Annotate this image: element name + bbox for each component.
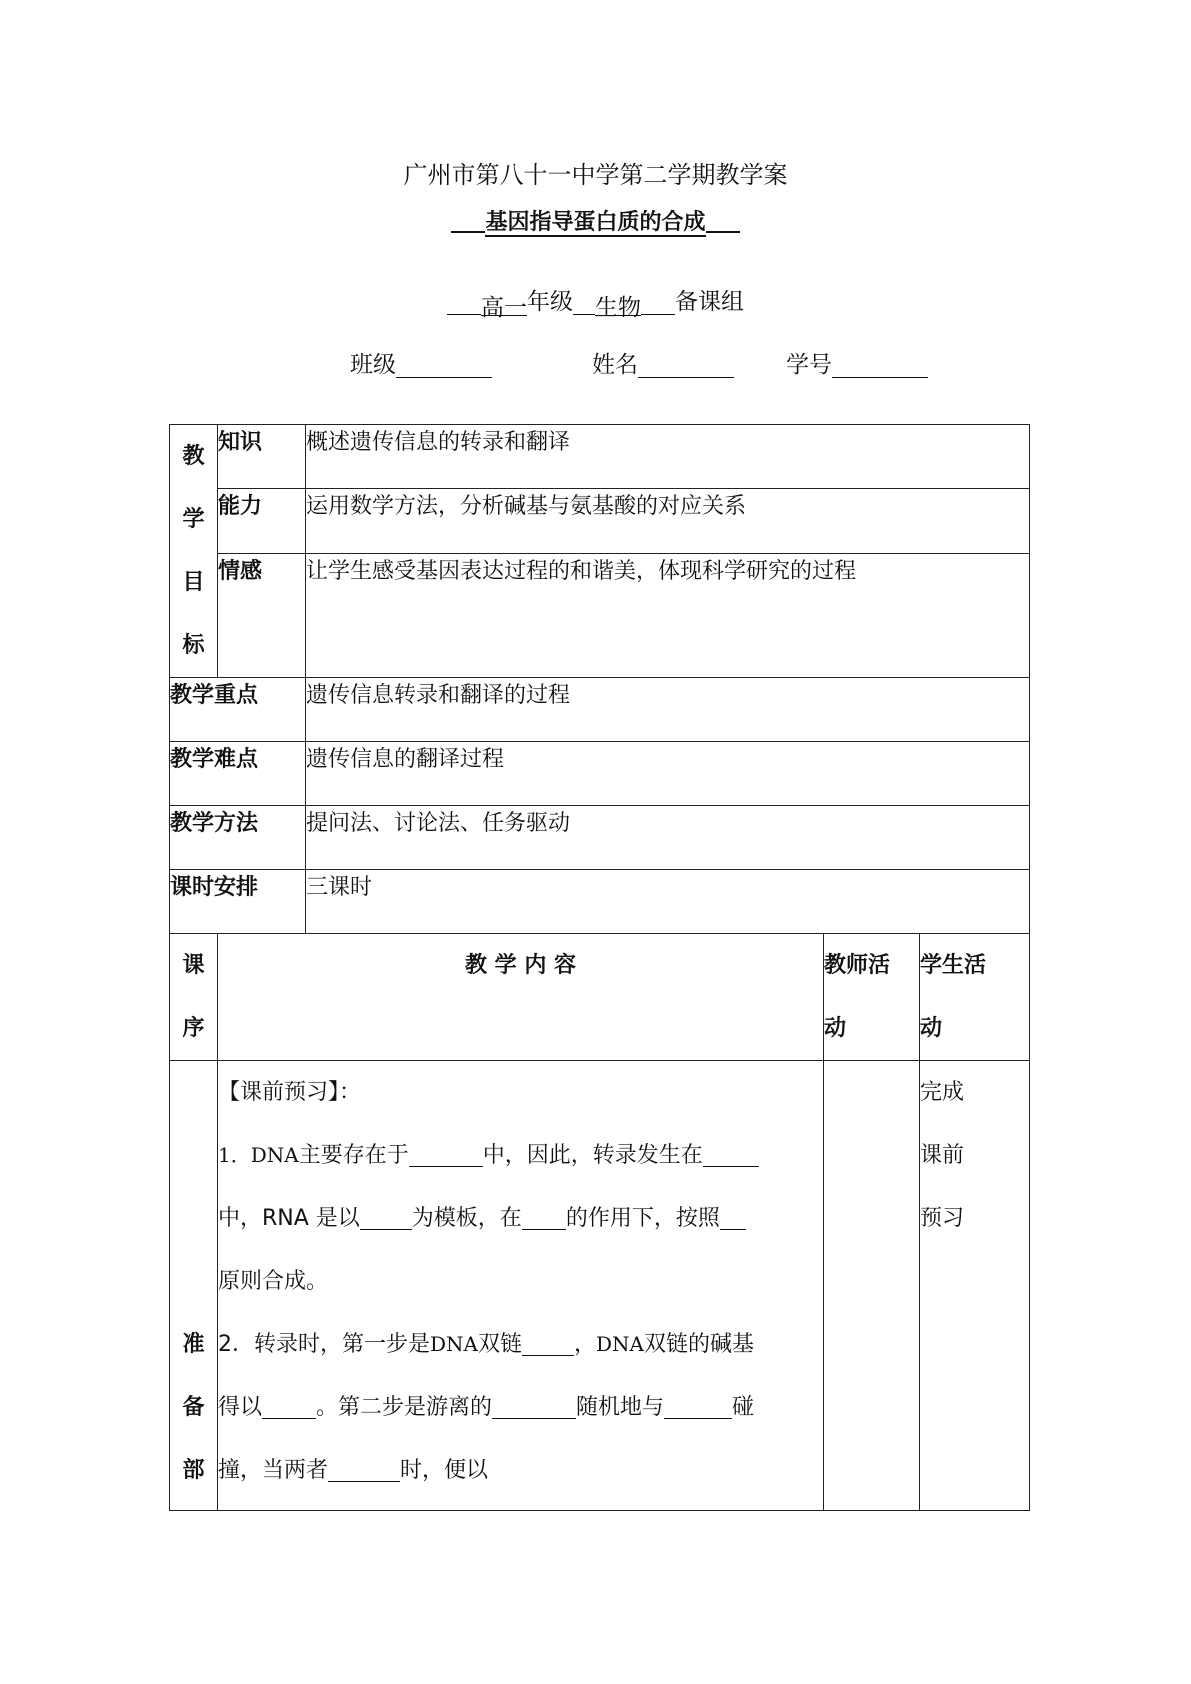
- info-label: 教学方法: [170, 806, 306, 870]
- objective-label: 情感: [218, 553, 306, 678]
- prep-q1-line2: [218, 1187, 823, 1250]
- lesson-plan-table: [169, 424, 1030, 1511]
- id-label: 学号: [786, 352, 832, 378]
- q1-text: 的作用下，按照: [565, 1206, 720, 1231]
- blank[interactable]: [522, 1205, 566, 1230]
- q2-dna: DNA: [430, 1332, 478, 1356]
- student-activity-cell: [920, 1061, 1030, 1511]
- objective-row-ability: [170, 489, 1030, 553]
- q1-text: 中，因此，转录发生在: [482, 1143, 703, 1168]
- grade-blank-left: [447, 288, 481, 315]
- school-title: 广州市第八十一中学第二学期教学案: [403, 161, 788, 189]
- teacher-header-line: 动: [824, 1016, 847, 1041]
- q1-dna: DNA: [250, 1143, 299, 1167]
- q1-text: 主要存在于: [298, 1143, 409, 1168]
- objectives-label: [170, 425, 218, 678]
- prep-q2-line3: [218, 1439, 823, 1502]
- prep-content: [218, 1061, 824, 1511]
- objective-row-knowledge: [170, 425, 1030, 489]
- info-text: 遗传信息的翻译过程: [306, 742, 1030, 806]
- q2-dna: DNA: [596, 1332, 644, 1356]
- student-header-line: 动: [920, 1016, 943, 1041]
- q1-number: 1．: [218, 1143, 251, 1167]
- blank[interactable]: [720, 1205, 746, 1230]
- info-row: [170, 742, 1030, 806]
- subject-blank: [641, 288, 675, 315]
- q1-text: 中，RNA 是以: [218, 1206, 360, 1231]
- subject-value: 生物: [595, 289, 641, 316]
- class-label: 班级: [350, 352, 396, 378]
- content-header-row: [170, 934, 1030, 1061]
- blank[interactable]: [703, 1142, 759, 1167]
- prep-q2-line1: [218, 1313, 823, 1376]
- prep-q2-line2: [218, 1376, 823, 1439]
- blank[interactable]: [492, 1394, 576, 1419]
- group-suffix: 备课组: [675, 289, 744, 315]
- prep-label-char: 备: [182, 1395, 205, 1420]
- class-field: [350, 346, 492, 379]
- teacher-activity-cell: [824, 1061, 920, 1511]
- objectives-label-char: 标: [182, 633, 205, 658]
- info-text: 遗传信息转录和翻译的过程: [306, 678, 1030, 742]
- objective-label: 能力: [218, 489, 306, 553]
- student-activity-line: 课前: [920, 1143, 965, 1168]
- q2-text: 双链: [477, 1332, 522, 1357]
- grade-line: [0, 283, 1191, 321]
- student-header-line: 学生活: [920, 953, 987, 978]
- id-field: [786, 346, 928, 379]
- prep-section-label: [170, 1061, 218, 1511]
- blank[interactable]: [360, 1205, 412, 1230]
- blank[interactable]: [664, 1394, 732, 1419]
- id-input[interactable]: [832, 353, 928, 378]
- blank[interactable]: [328, 1457, 400, 1482]
- q2-text: 双链的碱基: [644, 1332, 755, 1357]
- q2-text: 2．转录时，第一步是: [218, 1332, 430, 1357]
- teacher-activity-header: [824, 934, 920, 1061]
- q2-text: 。第二步是游离的: [316, 1395, 493, 1420]
- student-activity-line: 预习: [920, 1206, 965, 1231]
- q1-text: 为模板，在: [411, 1206, 522, 1231]
- order-header-char: 课: [182, 953, 205, 978]
- info-label: 教学难点: [170, 742, 306, 806]
- lesson-title-text: 基因指导蛋白质的合成: [485, 210, 706, 235]
- title-blank-left: [451, 231, 485, 233]
- q2-text: 碰: [732, 1395, 755, 1420]
- objective-label: 知识: [218, 425, 306, 489]
- objective-text: 运用数学方法，分析碱基与氨基酸的对应关系: [306, 489, 1030, 553]
- title-blank-right: [706, 231, 740, 233]
- q2-text: ，: [574, 1332, 597, 1357]
- info-row: [170, 678, 1030, 742]
- info-label: 教学重点: [170, 678, 306, 742]
- prep-q1-line3: 原则合成。: [218, 1269, 329, 1294]
- teacher-header-line: 教师活: [824, 953, 891, 978]
- info-text: 提问法、讨论法、任务驱动: [306, 806, 1030, 870]
- objectives-label-char: 学: [182, 507, 205, 532]
- student-activity-line: 完成: [920, 1080, 965, 1105]
- blank[interactable]: [409, 1142, 483, 1167]
- grade-suffix: 年级: [527, 289, 573, 315]
- objective-text: 概述遗传信息的转录和翻译: [306, 425, 1030, 489]
- lesson-title: [0, 205, 1191, 236]
- class-input[interactable]: [396, 353, 492, 378]
- prep-row: [170, 1061, 1030, 1511]
- grade-value: 高一: [481, 289, 527, 316]
- blank[interactable]: [262, 1394, 316, 1419]
- order-header: [170, 934, 218, 1061]
- objective-row-emotion: [170, 553, 1030, 678]
- prep-label-char: 部: [182, 1458, 205, 1483]
- info-row: [170, 870, 1030, 934]
- objective-text: 让学生感受基因表达过程的和谐美，体现科学研究的过程: [306, 553, 1030, 678]
- name-label: 姓名: [592, 352, 638, 378]
- grade-blank-mid: [573, 288, 595, 315]
- info-label: 课时安排: [170, 870, 306, 934]
- blank[interactable]: [522, 1331, 574, 1356]
- q2-text: 随机地与: [576, 1395, 665, 1420]
- objectives-label-char: 教: [182, 444, 205, 469]
- name-field: [592, 346, 734, 379]
- name-input[interactable]: [638, 353, 734, 378]
- q2-text: 撞，当两者: [218, 1458, 329, 1483]
- order-header-char: 序: [182, 1016, 205, 1041]
- prep-heading: 【课前预习】：: [218, 1080, 362, 1105]
- objectives-label-char: 目: [182, 570, 205, 595]
- info-text: 三课时: [306, 870, 1030, 934]
- prep-q1-line1: [218, 1124, 823, 1187]
- q2-text: 时，便以: [400, 1458, 489, 1483]
- prep-label-char: 准: [182, 1332, 205, 1357]
- info-row: [170, 806, 1030, 870]
- content-header: 教 学 内 容: [218, 934, 824, 1061]
- q2-text: 得以: [218, 1395, 263, 1420]
- student-activity-header: [920, 934, 1030, 1061]
